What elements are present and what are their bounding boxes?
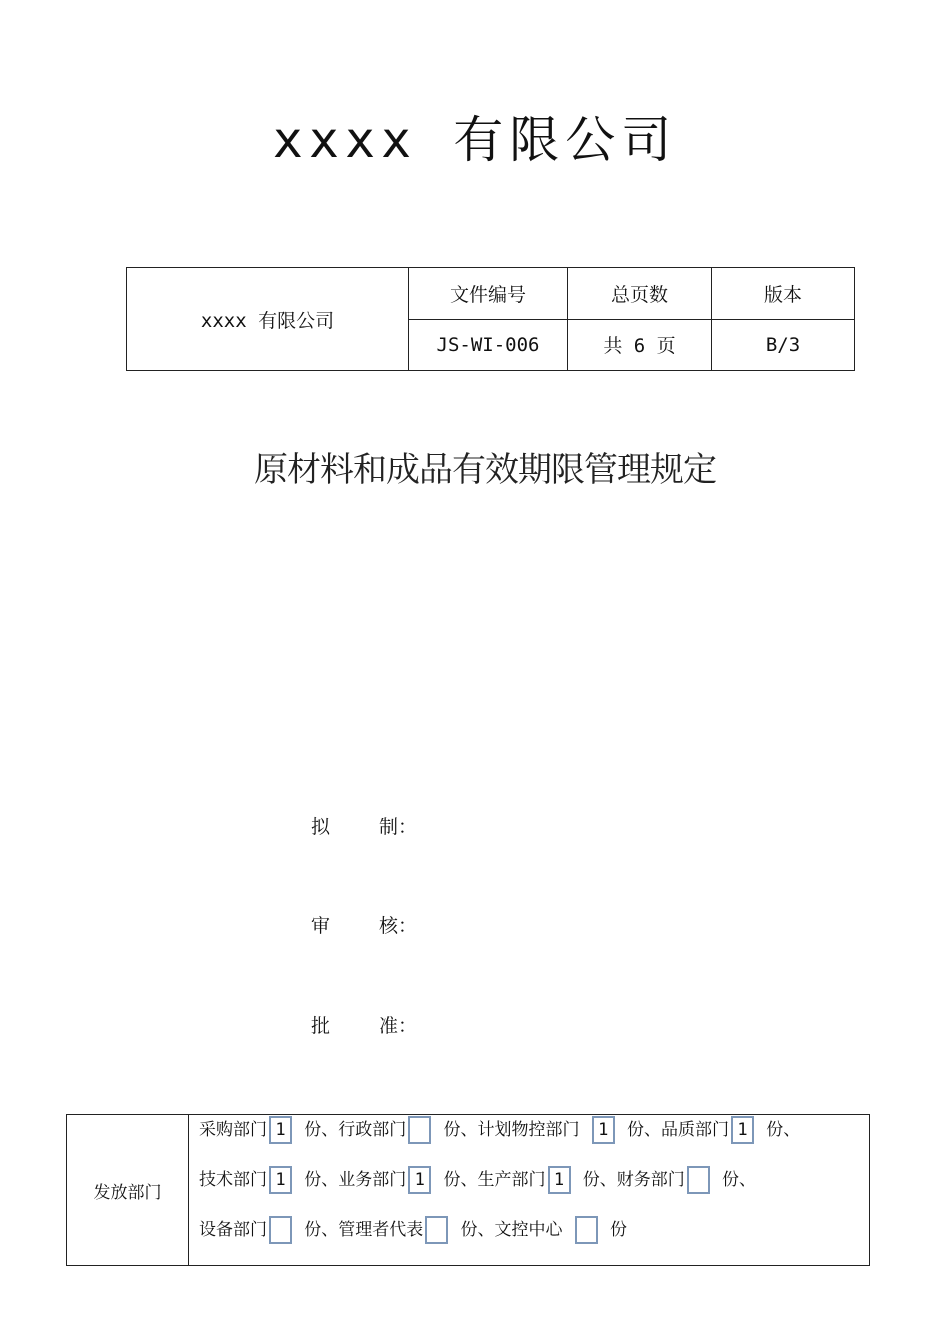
signature-label-char2: 准： — [379, 1015, 418, 1037]
value-file-number: JS-WI-006 — [409, 319, 568, 371]
distribution-label: 发放部门 — [67, 1115, 189, 1266]
copy-count-box[interactable]: 1 — [269, 1166, 292, 1194]
dept-name: 业务部门 — [338, 1170, 407, 1190]
signature-approve — [311, 1011, 417, 1038]
distribution-items — [189, 1115, 870, 1266]
copy-count-box[interactable] — [269, 1216, 292, 1244]
copy-suffix: 份、 — [450, 1220, 495, 1240]
signature-draft — [311, 812, 417, 839]
document-info-table — [126, 267, 855, 371]
signature-review — [311, 911, 417, 938]
info-company-cell: xxxx 有限公司 — [127, 268, 409, 371]
dept-name: 生产部门 — [477, 1170, 546, 1190]
distribution-line — [199, 1215, 869, 1265]
copy-suffix: 份、 — [572, 1170, 617, 1190]
copy-suffix: 份、 — [294, 1220, 339, 1240]
document-title: 原材料和成品有效期限管理规定 — [254, 450, 716, 490]
distribution-table — [66, 1114, 870, 1266]
copy-suffix: 份、 — [711, 1170, 756, 1190]
signature-label-char1: 拟 — [311, 816, 331, 838]
dept-name: 财务部门 — [616, 1170, 685, 1190]
copy-suffix: 份、 — [433, 1120, 478, 1140]
distribution-line — [199, 1165, 869, 1215]
dept-name: 文控中心 — [494, 1220, 573, 1240]
dept-name: 设备部门 — [199, 1220, 267, 1240]
value-version: B/3 — [712, 319, 855, 371]
copy-count-box[interactable] — [425, 1216, 448, 1244]
copy-count-box[interactable]: 1 — [592, 1116, 615, 1144]
copy-suffix: 份、 — [433, 1170, 478, 1190]
copy-count-box[interactable] — [687, 1166, 710, 1194]
header-total-pages: 总页数 — [568, 268, 712, 320]
copy-suffix: 份、 — [294, 1120, 339, 1140]
signature-label-char2: 制： — [379, 816, 418, 838]
signature-label-char1: 审 — [311, 915, 331, 937]
copy-suffix: 份、 — [616, 1120, 661, 1140]
copy-count-box[interactable]: 1 — [548, 1166, 571, 1194]
company-title: xxxx 有限公司 — [272, 111, 678, 169]
dept-name: 行政部门 — [338, 1120, 407, 1140]
header-file-number: 文件编号 — [409, 268, 568, 320]
distribution-line — [199, 1115, 869, 1165]
copy-suffix: 份 — [599, 1220, 627, 1240]
header-version: 版本 — [712, 268, 855, 320]
dept-name: 品质部门 — [661, 1120, 729, 1140]
dept-name: 采购部门 — [199, 1120, 267, 1140]
dept-name: 技术部门 — [199, 1170, 267, 1190]
dept-name: 管理者代表 — [338, 1220, 424, 1240]
copy-count-box[interactable]: 1 — [408, 1166, 431, 1194]
signature-label-char1: 批 — [311, 1015, 331, 1037]
value-total-pages: 共 6 页 — [568, 319, 712, 371]
copy-count-box[interactable] — [575, 1216, 598, 1244]
dept-name: 计划物控部门 — [477, 1120, 590, 1140]
copy-count-box[interactable] — [408, 1116, 431, 1144]
copy-count-box[interactable]: 1 — [731, 1116, 754, 1144]
copy-suffix: 份、 — [756, 1120, 801, 1140]
signature-label-char2: 核： — [379, 915, 418, 937]
copy-count-box[interactable]: 1 — [269, 1116, 292, 1144]
copy-suffix: 份、 — [294, 1170, 339, 1190]
